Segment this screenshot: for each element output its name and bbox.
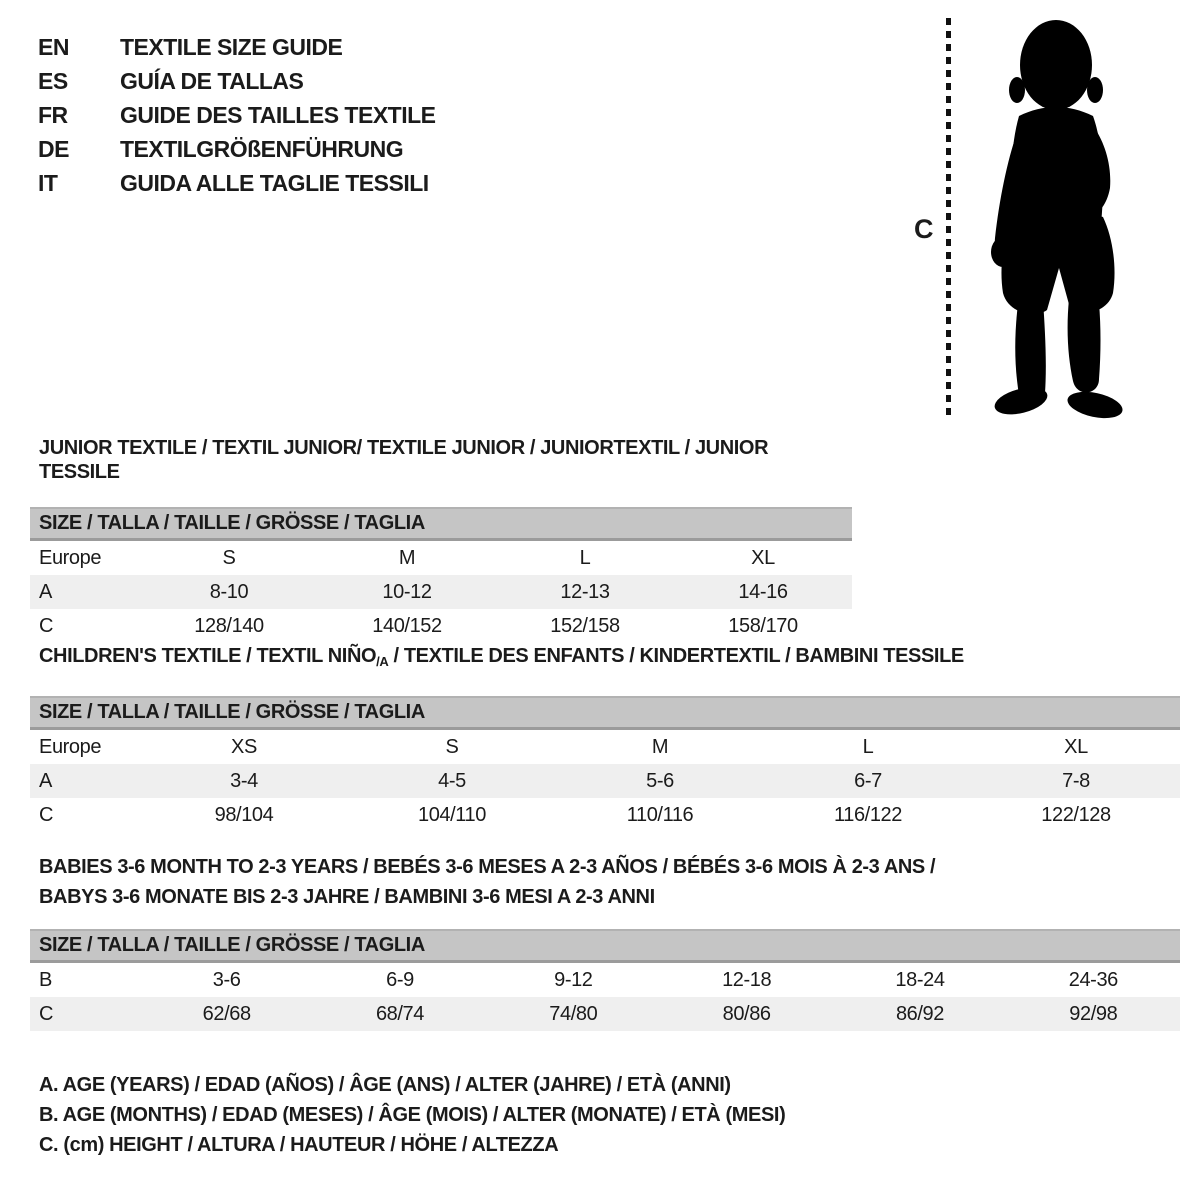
table-row xyxy=(30,540,852,576)
title-line-2: BABYS 3-6 MONATE BIS 2-3 JAHRE / BAMBINI 3-6 MESI A 2-3 ANNI xyxy=(39,886,655,908)
section-title: JUNIOR TEXTILE / TEXTIL JUNIOR/ TEXTILE JUNIOR / JUNIORTEXTIL / JUNIOR TESSILE xyxy=(39,437,769,483)
title-text: / TEXTILE DES ENFANTS / KINDERTEXTIL / BAMBINI TESSILE xyxy=(388,645,964,667)
cell: 4-5 xyxy=(348,764,556,798)
baby-silhouette-icon xyxy=(963,12,1140,420)
cell: 24-36 xyxy=(1068,968,1118,991)
lang-code: IT xyxy=(38,170,58,196)
title-subscript: /A xyxy=(376,654,389,669)
cell: 122/128 xyxy=(1041,803,1111,826)
cell: 12-13 xyxy=(496,575,674,609)
section-junior-textile xyxy=(30,436,852,643)
table-row xyxy=(30,962,1180,998)
table-row xyxy=(30,609,852,643)
cell: L xyxy=(579,546,591,569)
lang-label: GUIDE DES TAILLES TEXTILE xyxy=(120,102,436,128)
height-measure-label: C xyxy=(914,214,934,244)
title-text: CHILDREN'S TEXTILE / TEXTIL NIÑO xyxy=(39,645,377,667)
cell: 80/86 xyxy=(660,997,833,1031)
babies-size-table xyxy=(30,929,1180,1031)
cell: 140/152 xyxy=(372,614,442,637)
cell: 86/92 xyxy=(833,997,1006,1031)
lang-code: EN xyxy=(38,34,69,60)
lang-row-es xyxy=(38,64,436,98)
table-row xyxy=(30,798,1180,832)
table-row xyxy=(30,729,1180,765)
height-dashed-line xyxy=(946,18,951,416)
row-label: A xyxy=(30,575,140,609)
language-title-list xyxy=(38,30,436,200)
cell: L xyxy=(862,735,874,758)
cell: 62/68 xyxy=(140,997,313,1031)
cell: S xyxy=(222,546,236,569)
lang-row-fr xyxy=(38,98,436,132)
size-header-bar xyxy=(30,697,1180,729)
cell: 18-24 xyxy=(895,968,945,991)
cell: 3-6 xyxy=(212,968,241,991)
row-label: B xyxy=(39,968,52,991)
lang-row-de xyxy=(38,132,436,166)
lang-code: DE xyxy=(38,136,69,162)
legend-line-a: A. AGE (YEARS) / EDAD (AÑOS) / ÂGE (ANS) / ALTER (JAHRE) / ETÀ (ANNI) xyxy=(39,1074,731,1096)
lang-code: FR xyxy=(38,102,68,128)
cell: 6-9 xyxy=(386,968,414,991)
cell: 5-6 xyxy=(556,764,764,798)
cell: 98/104 xyxy=(214,803,274,826)
cell: 7-8 xyxy=(972,764,1180,798)
size-header-label: SIZE / TALLA / TAILLE / GRÖSSE / TAGLIA xyxy=(30,508,852,540)
table-row xyxy=(30,575,852,609)
cell: 10-12 xyxy=(318,575,496,609)
cell: 116/122 xyxy=(833,803,902,826)
section-title xyxy=(30,644,1180,674)
cell: 68/74 xyxy=(313,997,486,1031)
junior-size-table xyxy=(30,507,852,643)
cell: S xyxy=(445,735,459,758)
measurement-legend xyxy=(39,1070,785,1160)
cell: 74/80 xyxy=(487,997,660,1031)
size-header-bar xyxy=(30,930,1180,962)
cell: 128/140 xyxy=(194,614,264,637)
section-title xyxy=(30,852,1180,912)
row-label: C xyxy=(39,614,54,637)
row-label: C xyxy=(30,997,140,1031)
cell: 92/98 xyxy=(1007,997,1180,1031)
lang-label: GUÍA DE TALLAS xyxy=(120,68,304,94)
table-row xyxy=(30,764,1180,798)
cell: XS xyxy=(231,735,257,758)
lang-label: GUIDA ALLE TAGLIE TESSILI xyxy=(120,170,429,196)
cell: 9-12 xyxy=(554,968,593,991)
cell: 12-18 xyxy=(722,968,772,991)
section-children-textile xyxy=(30,644,1180,832)
lang-row-it xyxy=(38,166,436,200)
cell: 152/158 xyxy=(550,614,620,637)
size-header-label: SIZE / TALLA / TAILLE / GRÖSSE / TAGLIA xyxy=(30,930,1180,962)
cell: M xyxy=(651,735,669,758)
cell: 110/116 xyxy=(626,803,694,826)
lang-row-en xyxy=(38,30,436,64)
cell: 6-7 xyxy=(764,764,972,798)
table-row xyxy=(30,997,1180,1031)
cell: 158/170 xyxy=(728,614,798,637)
lang-code: ES xyxy=(38,68,68,94)
legend-line-b: B. AGE (MONTHS) / EDAD (MESES) / ÂGE (MOIS) / ALTER (MONATE) / ETÀ (MESI) xyxy=(39,1104,786,1126)
size-header-bar xyxy=(30,508,852,540)
cell: 3-4 xyxy=(140,764,348,798)
cell: 8-10 xyxy=(140,575,318,609)
lang-label: TEXTILE SIZE GUIDE xyxy=(120,34,343,60)
section-babies-textile xyxy=(30,852,1180,1031)
legend-line-c: C. (cm) HEIGHT / ALTURA / HAUTEUR / HÖHE / ALTEZZA xyxy=(39,1134,559,1156)
cell: 104/110 xyxy=(417,803,486,826)
row-label: Europe xyxy=(39,735,102,758)
cell: XL xyxy=(1064,735,1088,758)
cell: XL xyxy=(751,546,775,569)
size-header-label: SIZE / TALLA / TAILLE / GRÖSSE / TAGLIA xyxy=(30,697,1180,729)
row-label: A xyxy=(30,764,140,798)
title-line-1: BABIES 3-6 MONTH TO 2-3 YEARS / BEBÉS 3-6 MESES A 2-3 AÑOS / BÉBÉS 3-6 MOIS À 2-3 ANS / xyxy=(39,856,936,878)
lang-label: TEXTILGRÖßENFÜHRUNG xyxy=(120,136,404,162)
cell: 14-16 xyxy=(674,575,852,609)
row-label: Europe xyxy=(39,546,102,569)
row-label: C xyxy=(39,803,54,826)
cell: M xyxy=(398,546,416,569)
children-size-table xyxy=(30,696,1180,832)
